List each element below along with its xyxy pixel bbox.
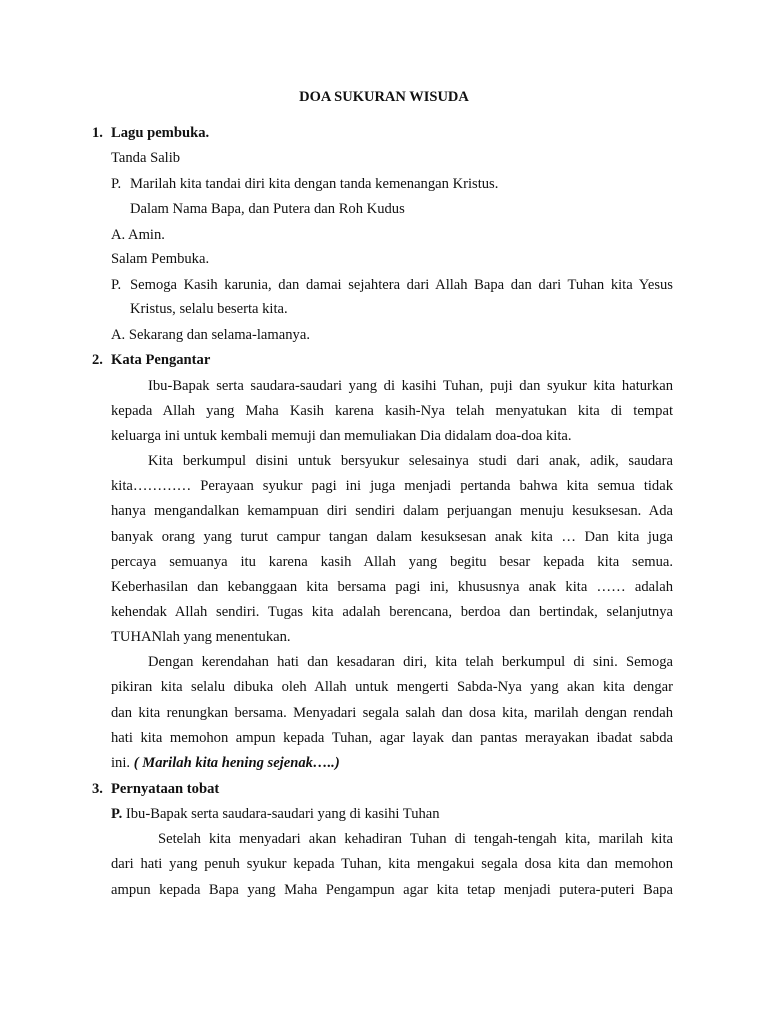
section-3-p-text: Ibu-Bapak serta saudara-saudari yang di kasihi Tuhan: [125, 806, 440, 822]
section-1-line-3: Dalam Nama Bapa, dan Putera dan Roh Kudus: [130, 201, 405, 217]
silence-instruction: ( Marilah kita hening sejenak…..): [133, 755, 340, 771]
paragraph-line: percaya semuanya itu karena kasih Allah yang begitu besar kepada kita semua.: [111, 554, 673, 570]
section-1-line-8: A. Sekarang dan selama-lamanya.: [111, 327, 310, 343]
document-title: DOA SUKURAN WISUDA: [299, 89, 469, 105]
paragraph-line: kepada Allah yang Maha Kasih karena kasih-Nya telah menyatukan kita di tempat: [111, 403, 673, 419]
paragraph-line: ampun kepada Bapa yang Maha Pengampun agar kita tetap menjadi putera-puteri Bapa: [111, 882, 673, 898]
paragraph-line: dan kita renungkan bersama. Menyadari segala salah dan dosa kita, marilah dengan rendah: [111, 705, 673, 721]
section-1-line-6-prefix: P.: [111, 277, 122, 293]
paragraph-line: Setelah kita menyadari akan kehadiran Tuhan di tengah-tengah kita, marilah kita: [158, 831, 673, 847]
paragraph-line: dari hati yang penuh syukur kepada Tuhan, kita mengakui segala dosa kita dan memohon: [111, 856, 673, 872]
section-1-line-2-prefix: P.: [111, 176, 122, 192]
section-2-heading: Kata Pengantar: [111, 352, 211, 368]
section-3-number: 3.: [92, 781, 103, 797]
paragraph-line: TUHANlah yang menentukan.: [111, 629, 291, 645]
section-3-heading: Pernyataan tobat: [111, 781, 220, 797]
section-1-line-1: Tanda Salib: [111, 150, 181, 166]
section-1-heading: Lagu pembuka.: [111, 125, 210, 141]
paragraph-last-line: [111, 754, 340, 772]
paragraph-line: keluarga ini untuk kembali memuji dan memuliakan Dia didalam doa-doa kita.: [111, 428, 572, 444]
paragraph-line: Dengan kerendahan hati dan kesadaran diri, kita telah berkumpul di sini. Semoga: [148, 654, 673, 670]
paragraph-line: kita………… Perayaan syukur pagi ini juga menjadi pertanda bahwa kita semua tidak: [111, 478, 673, 494]
paragraph-line: Kita berkumpul disini untuk bersyukur selesainya studi dari anak, adik, saudara: [148, 453, 673, 469]
paragraph-line: hanya mengandalkan kemampuan diri sendiri dalam perjuangan menuju kesuksesan. Ada: [111, 503, 673, 519]
section-2-number: 2.: [92, 352, 103, 368]
section-3-p-line: [111, 805, 440, 823]
paragraph-line: banyak orang yang turut campur tangan dalam kesuksesan anak kita … Dan kita juga: [111, 529, 673, 545]
paragraph-line: Ibu-Bapak serta saudara-saudari yang di kasihi Tuhan, puji dan syukur kita haturkan: [148, 378, 673, 394]
paragraph-line: kehendak Allah sendiri. Tugas kita adalah berencana, berdoa dan bertindak, selanjutnya: [111, 604, 673, 620]
section-1-line-6: Semoga Kasih karunia, dan damai sejahtera dari Allah Bapa dan dari Tuhan kita Yesus: [130, 277, 673, 293]
section-3-p-prefix: P.: [111, 806, 123, 822]
paragraph-line: pikiran kita selalu dibuka oleh Allah untuk mengerti Sabda-Nya yang akan kita dengar: [111, 679, 673, 695]
section-1-number: 1.: [92, 125, 103, 141]
paragraph-line: hati kita memohon ampun kepada Tuhan, agar layak dan pantas merayakan ibadat sabda: [111, 730, 673, 746]
paragraph-last-line-prefix: ini.: [111, 755, 131, 771]
section-1-line-2: Marilah kita tandai diri kita dengan tanda kemenangan Kristus.: [130, 176, 499, 192]
section-1-line-7: Kristus, selalu beserta kita.: [130, 301, 288, 317]
section-1-line-5: Salam Pembuka.: [111, 251, 210, 267]
section-1-line-4: A. Amin.: [111, 227, 165, 243]
paragraph-line: Keberhasilan dan kebanggaan kita bersama pagi ini, khususnya anak kita …… adalah: [111, 579, 673, 595]
